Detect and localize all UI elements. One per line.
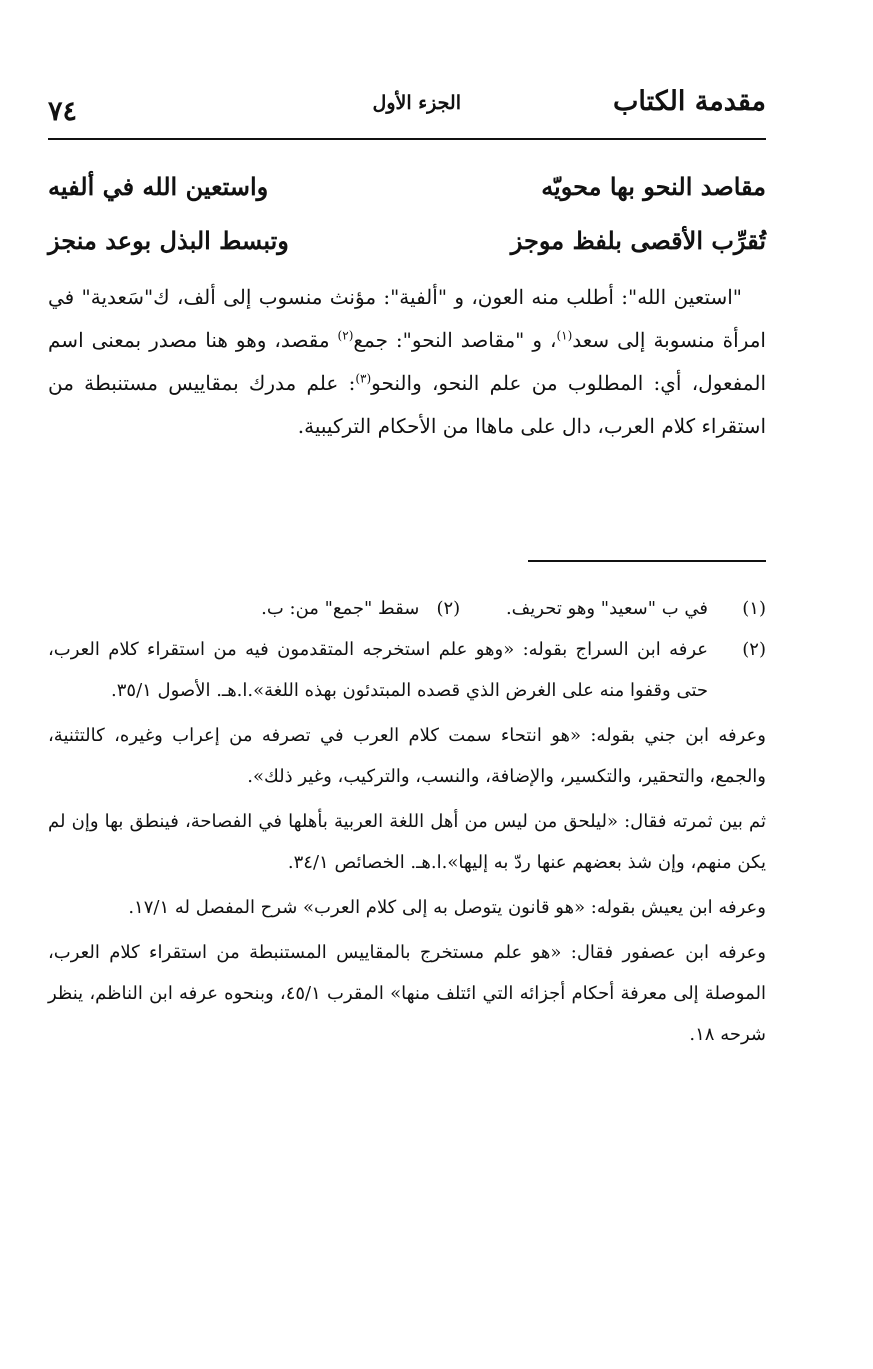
- verse-hemistich-second: وتبسط البذل بوعد منجز: [48, 226, 289, 255]
- commentary-segment: ، و "مقاصد النحو": جمع: [353, 328, 557, 352]
- page-number: ٧٤: [48, 96, 78, 127]
- footnote-ref[interactable]: (٣): [355, 371, 372, 386]
- verse-line: [48, 222, 766, 266]
- footnote-text: سقط "جمع" من: ب.: [261, 598, 420, 619]
- footnote-paragraph: ثم بين ثمرته فقال: «ليلحق من ليس من أهل اللغة العربية بأهلها في الفصاحة، فينطق بها وإن لم يكن منهم، وإن شذ بعضهم عنها ردّ به إليها».ا.هـ. الخصائص ٣٤/١.: [48, 811, 766, 873]
- footnote-paragraph: وعرفه ابن عصفور فقال: «هو علم مستخرج بالمقاييس المستنبطة من استقراء كلام العرب، الموصلة إلى معرفة أحكام أجزائه التي ائتلف منها» المقرب ٤٥/١، وبنحوه عرفه ابن الناظم، ينظر شرحه ١٨.: [48, 942, 766, 1045]
- commentary-paragraph: [48, 276, 766, 448]
- footnotes-block: [48, 588, 766, 1055]
- verse-hemistich-first: مقاصد النحو بها محويّه: [541, 172, 766, 201]
- page-header: [48, 82, 766, 134]
- footnote-row: [48, 629, 766, 711]
- footnote-number: (٢): [742, 639, 766, 660]
- commentary-segment: "استعين الله": أطلب منه العون، و "ألفية": مؤنث منسوب إلى ألف، ك"سَعدية" في امرأة منسوبة إلى سعد: [48, 285, 766, 352]
- commentary-segment: مقصد، وهو هنا مصدر بمعنى اسم المفعول، أي: المطلوب من علم النحو، والنحو: [48, 328, 767, 395]
- header-rule: [48, 138, 766, 140]
- verse-hemistich-second: واستعين الله في ألفيه: [48, 172, 269, 201]
- section-title: مقدمة الكتاب: [612, 86, 766, 117]
- footnote-paragraph: وعرفه ابن يعيش بقوله: «هو قانون يتوصل به إلى كلام العرب» شرح المفصل له ١٧/١.: [128, 897, 766, 918]
- footnote-ref[interactable]: (٢): [337, 328, 354, 343]
- commentary-segment: : علم مدرك بمقاييس مستنبطة من استقراء كلام العرب، دال على ماهاا من الأحكام التركيبية.: [48, 371, 766, 438]
- footnote-separator: [528, 560, 766, 562]
- verse-hemistich-first: تُقرِّب الأقصى بلفظ موجز: [510, 226, 766, 255]
- verse-line: [48, 168, 766, 212]
- footnote-inline: [261, 588, 460, 629]
- footnote-text: في ب "سعيد" وهو تحريف.: [505, 598, 708, 619]
- footnote-number: (١): [742, 598, 766, 619]
- volume-label: الجزء الأول: [372, 92, 461, 114]
- footnote-row: [48, 588, 766, 629]
- footnote-ref[interactable]: (١): [556, 328, 573, 343]
- commentary-text: [48, 276, 766, 448]
- footnote-text: عرفه ابن السراج بقوله: «وهو علم استخرجه المتقدمون فيه من استقراء كلام العرب، حتى وقفوا منه على الغرض الذي قصده المبتدئون بهذه اللغة».ا.هـ. الأصول ٣٥/١.: [48, 639, 708, 701]
- footnote-paragraph: وعرفه ابن جني بقوله: «هو انتحاء سمت كلام العرب في تصرفه من إعراب وغيره، كالتثنية، والجمع، والتحقير، والتكسير، والإضافة، والنسب، والتركيب، وغير ذلك».: [48, 725, 766, 787]
- footnote-number: (٢): [436, 598, 461, 619]
